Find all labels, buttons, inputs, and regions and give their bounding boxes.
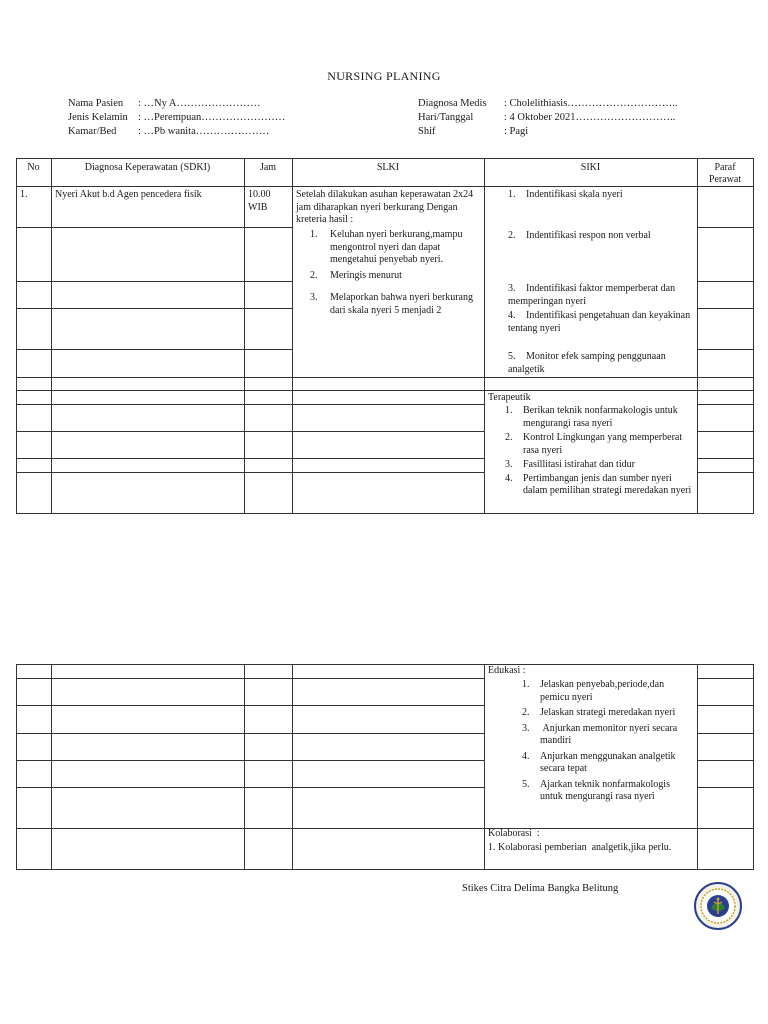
header-diagnosa: Diagnosa Keperawatan (SDKI) xyxy=(84,162,211,173)
table-cell xyxy=(17,665,52,679)
table-cell xyxy=(245,761,293,788)
time-zone: WIB xyxy=(248,201,268,213)
table-cell xyxy=(293,473,485,514)
header-no: No xyxy=(27,162,40,173)
siki-observasi-item-2 xyxy=(508,230,694,243)
patient-info-left xyxy=(68,97,285,139)
table-cell xyxy=(293,829,485,870)
table-cell xyxy=(293,788,485,829)
table-cell xyxy=(245,350,293,378)
table-cell xyxy=(52,473,245,514)
list-item xyxy=(310,292,480,317)
paraf-cell xyxy=(698,761,754,788)
paraf-cell xyxy=(698,228,754,282)
siki-observasi-item-3 xyxy=(508,283,696,308)
shift-label: Shif xyxy=(418,126,436,137)
table-cell xyxy=(52,282,245,309)
paraf-cell xyxy=(698,706,754,734)
paraf-cell xyxy=(698,187,754,228)
table-cell xyxy=(17,788,52,829)
paraf-cell xyxy=(698,459,754,473)
list-text: Indentifikasi respon non verbal xyxy=(526,230,651,241)
slki-intro: Setelah dilakukan asuhan keperawatan 2x24 jam diharapkan nyeri berkurang Dengan kreteria hasil : xyxy=(296,189,474,225)
siki-observasi-item-5 xyxy=(508,351,696,376)
table-cell xyxy=(245,679,293,706)
list-number: 5. xyxy=(508,351,516,362)
header-paraf xyxy=(697,162,753,186)
list-number: 1. xyxy=(522,679,530,690)
table-cell xyxy=(52,679,245,706)
table-cell xyxy=(245,665,293,679)
room-value: : …Pb wanita………………… xyxy=(138,126,270,137)
paraf-cell xyxy=(698,665,754,679)
paraf-cell xyxy=(698,679,754,706)
list-number: 2. xyxy=(310,269,318,281)
paraf-cell xyxy=(698,432,754,459)
table-cell xyxy=(17,459,52,473)
table-cell xyxy=(245,459,293,473)
paraf-cell xyxy=(698,378,754,391)
list-text: Melaporkan bahwa nyeri berkurang dari skala nyeri 5 menjadi 2 xyxy=(330,292,473,316)
header-slki: SLKI xyxy=(376,162,400,173)
table-cell xyxy=(245,706,293,734)
table-cell xyxy=(52,829,245,870)
list-number: 4. xyxy=(505,472,513,484)
list-text: Keluhan nyeri berkurang,mampu mengontrol nyeri dan dapat mengetahui penyebab nyeri. xyxy=(330,229,463,265)
list-text: Pertimbangan jenis dan sumber nyeri dalam pemilihan strategi meredakan nyeri xyxy=(523,472,692,496)
list-text: Jelaskan strategi meredakan nyeri xyxy=(540,707,676,718)
table-cell xyxy=(52,706,245,734)
table-cell xyxy=(245,391,293,405)
medical-diagnosis-label: Diagnosa Medis xyxy=(418,98,487,109)
table-cell xyxy=(293,378,485,391)
table-cell xyxy=(293,706,485,734)
siki-observasi-cell xyxy=(485,187,698,378)
table-cell xyxy=(293,734,485,761)
list-text: Anjurkan memonitor nyeri secara mandiri xyxy=(540,722,690,746)
siki-observasi-item-1 xyxy=(508,189,694,202)
siki-observasi-item-4 xyxy=(508,310,696,335)
edukasi-list xyxy=(522,679,694,804)
list-number: 1. xyxy=(310,229,318,240)
list-text: Kontrol Lingkungan yang memperberat rasa nyeri xyxy=(523,432,683,456)
institution-logo xyxy=(693,881,743,931)
table-cell xyxy=(52,734,245,761)
paraf-cell xyxy=(698,473,754,514)
table-cell xyxy=(245,405,293,432)
table-cell xyxy=(245,829,293,870)
diagnosis-text: Nyeri Akut b.d Agen pencedera fisik xyxy=(55,189,202,200)
table-cell xyxy=(17,309,52,350)
gender-label: Jenis Kelamin xyxy=(68,112,128,123)
table-cell xyxy=(52,761,245,788)
terapeutik-heading: Terapeutik xyxy=(488,392,531,403)
table-cell xyxy=(52,432,245,459)
paraf-cell xyxy=(698,788,754,829)
list-text: Anjurkan menggunakan analgetik secara tepat xyxy=(540,750,676,774)
list-text: Indentifikasi faktor memperberat dan memperingan nyeri xyxy=(508,283,686,307)
table-cell xyxy=(245,473,293,514)
list-text: Indentifikasi skala nyeri xyxy=(526,189,623,200)
list-item xyxy=(522,751,694,776)
list-text: Meringis menurut xyxy=(330,269,402,281)
list-number: 3. xyxy=(310,292,318,303)
table-cell xyxy=(293,761,485,788)
table-cell xyxy=(52,378,245,391)
time-text xyxy=(248,189,290,214)
table-cell xyxy=(17,378,52,391)
table-cell xyxy=(17,679,52,706)
paraf-cell xyxy=(698,829,754,870)
table-cell xyxy=(485,378,698,391)
list-item xyxy=(310,229,480,267)
list-item xyxy=(505,459,695,472)
table-cell xyxy=(17,761,52,788)
list-number: 4. xyxy=(508,310,516,321)
table-cell xyxy=(245,788,293,829)
table-cell xyxy=(52,405,245,432)
table-cell xyxy=(17,473,52,514)
header-paraf-line1: Paraf xyxy=(714,162,736,173)
table-cell xyxy=(52,350,245,378)
list-text: Fasillitasi istirahat dan tidur xyxy=(523,459,635,470)
header-siki: SIKI xyxy=(580,162,601,173)
logo-emblem-icon xyxy=(693,881,743,931)
list-item xyxy=(522,723,694,748)
table-cell xyxy=(245,734,293,761)
list-item xyxy=(522,679,694,704)
patient-info-right xyxy=(418,97,678,139)
list-text: Indentifikasi pengetahuan dan keyakinan tentang nyeri xyxy=(508,310,691,334)
table-cell xyxy=(52,309,245,350)
list-item xyxy=(505,432,695,457)
list-number: 2. xyxy=(522,707,530,718)
list-item xyxy=(310,270,480,283)
slki-criteria-list xyxy=(310,229,480,317)
list-number: 5. xyxy=(522,778,530,790)
table-cell xyxy=(245,228,293,282)
paraf-cell xyxy=(698,350,754,378)
table-cell xyxy=(17,734,52,761)
paraf-cell xyxy=(698,282,754,309)
table-cell xyxy=(245,309,293,350)
table-cell xyxy=(245,282,293,309)
table-cell xyxy=(17,829,52,870)
terapeutik-list xyxy=(505,405,695,498)
table-cell xyxy=(293,405,485,432)
table-cell xyxy=(293,679,485,706)
list-text: Ajarkan teknik nonfarmakologis untuk mengurangi rasa nyeri xyxy=(540,778,670,802)
list-item xyxy=(522,707,694,720)
list-text: Jelaskan penyebab,periode,dan pemicu nyeri xyxy=(540,679,665,703)
table-cell xyxy=(293,459,485,473)
list-item xyxy=(522,779,694,804)
time-hour: 10.00 xyxy=(248,189,271,200)
list-number: 2. xyxy=(505,432,513,443)
list-item xyxy=(505,405,695,430)
page-title: NURSING PLANING xyxy=(327,69,441,83)
list-number: 3. xyxy=(505,459,513,470)
gender-value: : …Perempuan…………………… xyxy=(138,112,286,123)
kolaborasi-text: 1. Kolaborasi pemberian analgetik,jika perlu. xyxy=(488,842,672,853)
header-jam: Jam xyxy=(259,162,277,173)
list-text: Monitor efek samping penggunaan analgetik xyxy=(508,351,666,375)
table-cell xyxy=(17,228,52,282)
table-cell xyxy=(17,432,52,459)
list-number: 2. xyxy=(508,230,516,241)
paraf-cell xyxy=(698,734,754,761)
shift-value: : Pagi xyxy=(504,126,529,137)
header-paraf-line2: Perawat xyxy=(708,174,742,185)
table-cell xyxy=(17,405,52,432)
table-cell xyxy=(52,459,245,473)
list-item xyxy=(505,473,695,498)
table-cell xyxy=(293,665,485,679)
table-cell xyxy=(17,282,52,309)
list-number: 1. xyxy=(508,189,516,200)
row-number: 1. xyxy=(20,189,28,200)
table-cell xyxy=(17,706,52,734)
date-value: : 4 Oktober 2021……………………….. xyxy=(504,112,676,123)
table-cell xyxy=(52,391,245,405)
table-cell xyxy=(52,228,245,282)
table-cell xyxy=(293,432,485,459)
patient-name-value: : …Ny A…………………… xyxy=(138,98,261,109)
table-cell xyxy=(17,350,52,378)
list-number: 1. xyxy=(505,405,513,416)
patient-name-label: Nama Pasien xyxy=(68,98,124,109)
table-cell xyxy=(52,665,245,679)
list-number: 3. xyxy=(508,283,516,294)
table-cell xyxy=(293,391,485,405)
paraf-cell xyxy=(698,309,754,350)
table-cell xyxy=(245,378,293,391)
medical-diagnosis-value: : Cholelithiasis………………………….. xyxy=(504,98,678,109)
list-text: Berikan teknik nonfarmakologis untuk mengurangi rasa nyeri xyxy=(523,405,678,429)
table-cell xyxy=(52,788,245,829)
table-cell xyxy=(245,432,293,459)
date-label: Hari/Tanggal xyxy=(418,112,474,123)
room-label: Kamar/Bed xyxy=(68,126,117,137)
paraf-cell xyxy=(698,391,754,405)
kolaborasi-heading: Kolaborasi : xyxy=(488,828,540,839)
list-number: 4. xyxy=(522,750,530,762)
list-number: 3. xyxy=(522,722,530,734)
paraf-cell xyxy=(698,405,754,432)
edukasi-heading: Edukasi : xyxy=(488,665,526,676)
table-cell xyxy=(17,391,52,405)
footer-institution: Stikes Citra Delima Bangka Belitung xyxy=(462,883,619,894)
